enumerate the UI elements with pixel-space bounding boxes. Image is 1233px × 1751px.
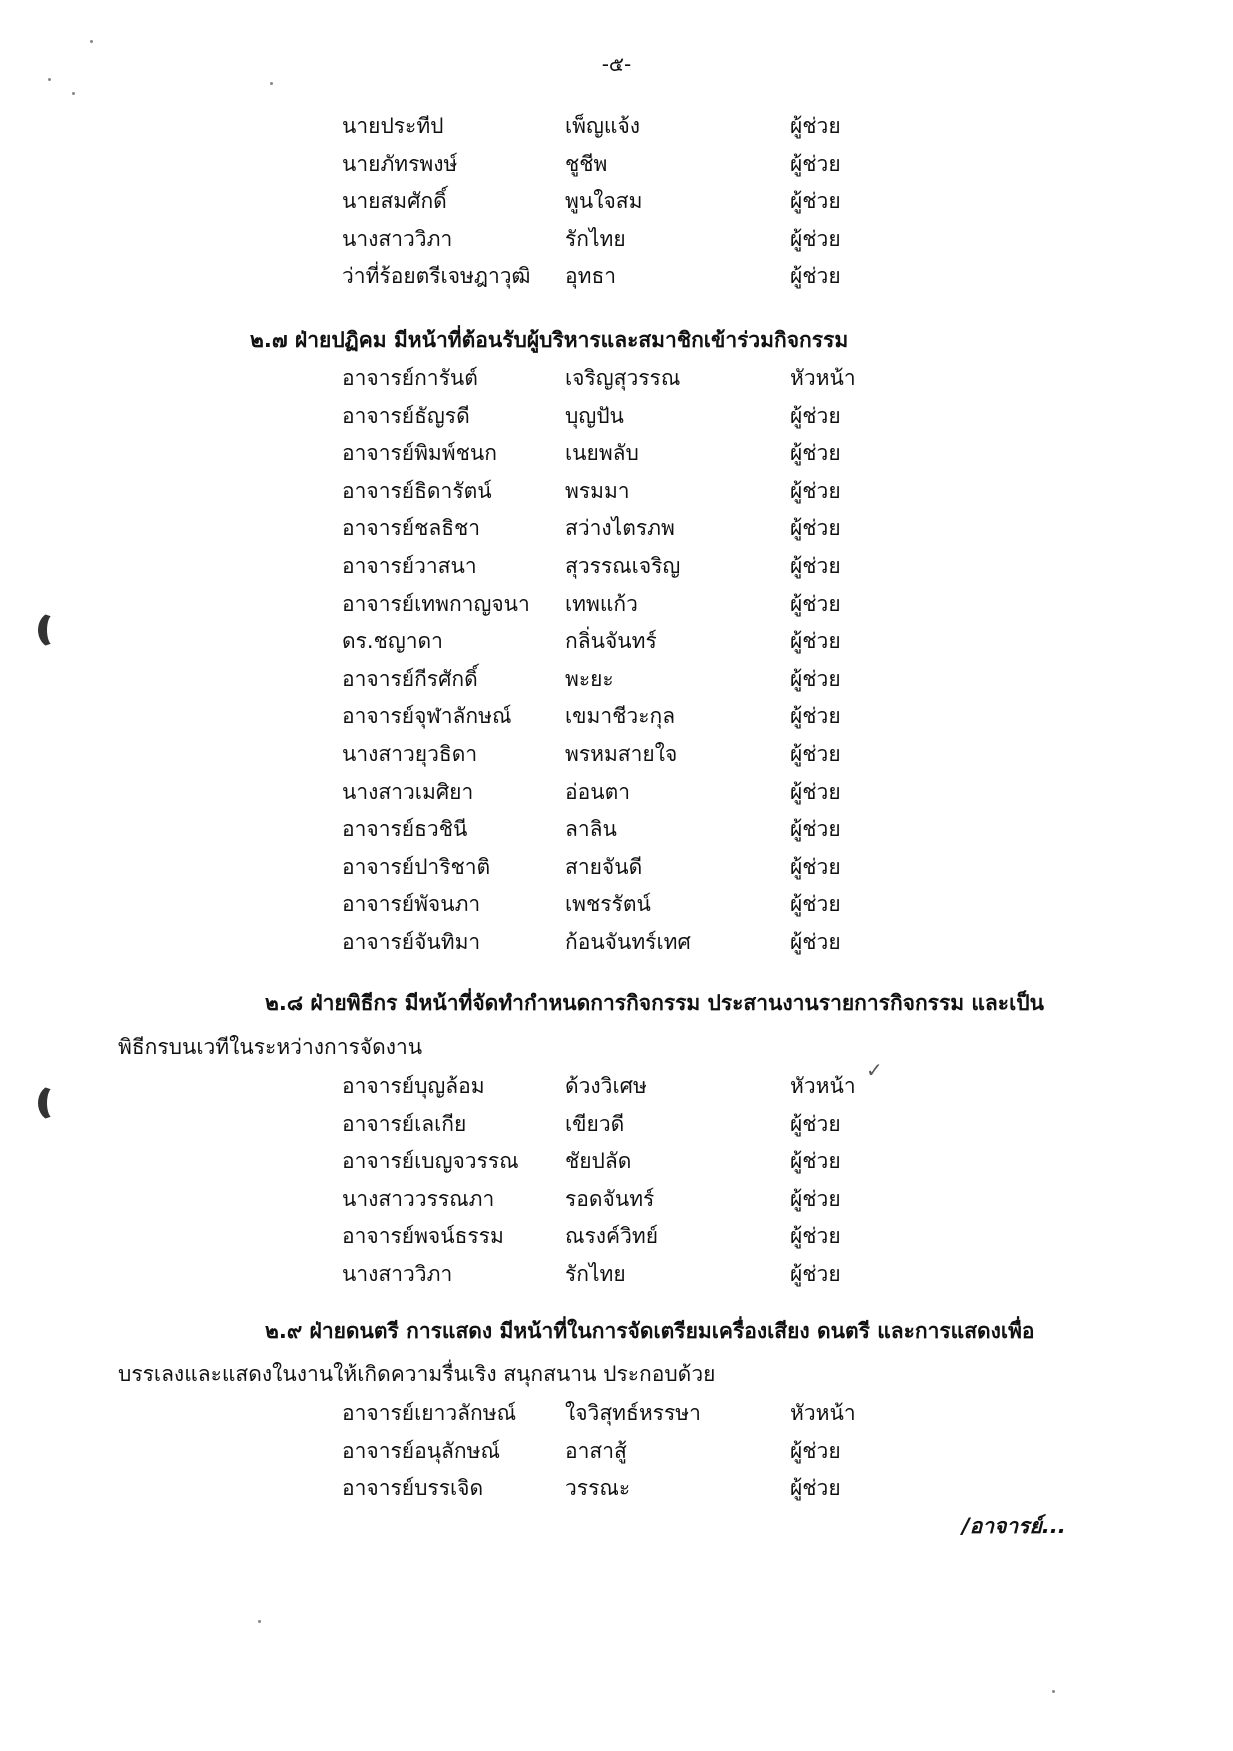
member-surname: รอดจันทร์ xyxy=(565,1186,655,1211)
member-role: ผู้ช่วย xyxy=(790,892,841,917)
member-surname: พรหมสายใจ xyxy=(565,742,678,766)
member-surname: ใจวิสุทธ์หรรษา xyxy=(565,1401,701,1425)
member-surname: อุทธา xyxy=(565,264,617,289)
member-role: ผู้ช่วย xyxy=(790,441,841,466)
member-surname: สุวรรณเจริญ xyxy=(565,554,681,578)
scan-speck xyxy=(48,78,51,81)
member-row xyxy=(0,1220,1233,1254)
member-row xyxy=(0,1397,1233,1431)
member-name: อาจารย์ปาริชาติ xyxy=(342,854,491,879)
member-surname: เนยพลับ xyxy=(565,441,639,466)
member-surname: พรมมา xyxy=(565,478,630,503)
member-surname: ณรงค์วิทย์ xyxy=(565,1224,659,1249)
handwritten-tick-mark: ✓ xyxy=(866,1058,883,1082)
member-role: หัวหน้า xyxy=(790,1074,856,1098)
member-surname: พะยะ xyxy=(565,666,614,691)
section-2-7-heading xyxy=(250,324,848,357)
member-role: ผู้ช่วย xyxy=(790,189,841,214)
member-role: ผู้ช่วย xyxy=(790,151,841,176)
scan-speck xyxy=(270,82,273,85)
member-name: อาจารย์ชลธิชา xyxy=(342,516,481,541)
member-row xyxy=(0,1145,1233,1179)
punch-hole-mark xyxy=(38,612,68,648)
member-name: อาจารย์เบญจวรรณ xyxy=(342,1149,519,1174)
member-row xyxy=(0,851,1233,885)
member-role: ผู้ช่วย xyxy=(790,1262,841,1286)
member-role: ผู้ช่วย xyxy=(790,226,841,251)
section-2-9-duty: มีหน้าที่ในการจัดเตรียมเครื่องเสียง ดนตรี และการแสดงเพื่อ xyxy=(492,1319,1035,1343)
member-name: อาจารย์ธวชินี xyxy=(342,817,468,842)
member-name: อาจารย์บุญล้อม xyxy=(342,1074,485,1098)
member-name: นายประทีป xyxy=(342,114,444,138)
member-row xyxy=(0,1183,1233,1217)
member-surname: สว่างไตรภพ xyxy=(565,516,675,541)
member-role: ผู้ช่วย xyxy=(790,591,841,616)
member-role: ผู้ช่วย xyxy=(790,1186,841,1211)
section-2-9-title: ๒.๙ ฝ่ายดนตรี การแสดง xyxy=(265,1319,493,1343)
scan-speck xyxy=(90,40,93,43)
member-surname: เขมาชีวะกุล xyxy=(565,704,676,729)
member-role: ผู้ช่วย xyxy=(790,1224,841,1249)
member-surname: ชูชีพ xyxy=(565,151,608,176)
member-surname: ชัยปลัด xyxy=(565,1149,632,1174)
member-role: ผู้ช่วย xyxy=(790,629,841,654)
member-row xyxy=(0,550,1233,584)
member-surname: ลาลิน xyxy=(565,817,617,842)
member-row xyxy=(0,588,1233,622)
member-surname: รักไทย xyxy=(565,1262,626,1286)
member-row xyxy=(0,260,1233,294)
member-role: ผู้ช่วย xyxy=(790,114,841,138)
member-row xyxy=(0,148,1233,182)
member-row xyxy=(0,1435,1233,1469)
member-name: ดร.ชญาดา xyxy=(342,629,443,654)
member-name: อาจารย์อนุลักษณ์ xyxy=(342,1438,500,1463)
member-role: ผู้ช่วย xyxy=(790,1438,841,1463)
section-2-8-heading-cont: พิธีกรบนเวทีในระหว่างการจัดงาน xyxy=(118,1035,423,1059)
section-2-8-heading xyxy=(265,987,1044,1020)
section-2-9-heading-cont: บรรเลงและแสดงในงานให้เกิดความรื่นเริง สนุกสนาน ประกอบด้วย xyxy=(118,1362,716,1386)
member-name: อาจารย์ธิดารัตน์ xyxy=(342,478,492,503)
member-surname: รักไทย xyxy=(565,226,626,251)
member-name: อาจารย์การันต์ xyxy=(342,366,478,390)
member-name: อาจารย์พจน์ธรรม xyxy=(342,1224,504,1249)
member-role: ผู้ช่วย xyxy=(790,1476,841,1501)
member-row xyxy=(0,1258,1233,1292)
member-name: อาจารย์เทพกาญจนา xyxy=(342,591,530,616)
member-name: อาจารย์วาสนา xyxy=(342,554,477,578)
member-surname: บุญปัน xyxy=(565,403,624,428)
member-surname: สายจันดี xyxy=(565,854,643,879)
member-row xyxy=(0,362,1233,396)
member-row xyxy=(0,1108,1233,1142)
member-name: นางสาวเมศิยา xyxy=(342,779,474,804)
member-row xyxy=(0,926,1233,960)
member-role: ผู้ช่วย xyxy=(790,817,841,842)
member-role: หัวหน้า xyxy=(790,1401,856,1425)
page-number: -๕- xyxy=(601,52,632,76)
member-row xyxy=(0,1472,1233,1506)
section-2-7-title: ๒.๗ ฝ่ายปฏิคม xyxy=(250,328,387,352)
member-name: อาจารย์ธัญรดี xyxy=(342,403,470,428)
member-name: อาจารย์พัจนภา xyxy=(342,892,481,917)
member-surname: อ่อนตา xyxy=(565,779,631,804)
member-name: อาจารย์จุฬาลักษณ์ xyxy=(342,704,512,729)
member-surname: ด้วงวิเศษ xyxy=(565,1074,647,1098)
member-row xyxy=(0,663,1233,697)
member-name: นางสาววิภา xyxy=(342,1262,453,1286)
member-name: อาจารย์เยาวลักษณ์ xyxy=(342,1401,517,1425)
member-row xyxy=(0,400,1233,434)
member-row xyxy=(0,437,1233,471)
member-row xyxy=(0,700,1233,734)
member-surname: วรรณะ xyxy=(565,1476,631,1501)
member-role: ผู้ช่วย xyxy=(790,704,841,729)
member-name: อาจารย์พิมพ์ชนก xyxy=(342,441,497,466)
member-surname: เทพแก้ว xyxy=(565,591,638,616)
member-role: ผู้ช่วย xyxy=(790,1149,841,1174)
member-name: อาจารย์กีรศักดิ์ xyxy=(342,666,478,691)
member-surname: เพชรรัตน์ xyxy=(565,892,651,917)
member-surname: เพ็ญแจ้ง xyxy=(565,114,641,138)
member-role: ผู้ช่วย xyxy=(790,403,841,428)
member-role: ผู้ช่วย xyxy=(790,264,841,289)
member-row xyxy=(0,813,1233,847)
member-role: ผู้ช่วย xyxy=(790,779,841,804)
member-name: ว่าที่ร้อยตรีเจษฎาวุฒิ xyxy=(342,264,531,289)
member-row xyxy=(0,223,1233,257)
scan-speck xyxy=(1052,1690,1055,1693)
member-surname: เขียวดี xyxy=(565,1111,625,1136)
section-2-8-duty: มีหน้าที่จัดทำกำหนดการกิจกรรม ประสานงานรายการกิจกรรม และเป็น xyxy=(397,991,1044,1015)
member-row xyxy=(0,110,1233,144)
section-2-9-heading xyxy=(265,1315,1035,1348)
member-name: อาจารย์จันทิมา xyxy=(342,930,481,954)
member-name: นายภัทรพงษ์ xyxy=(342,151,458,176)
punch-hole-mark xyxy=(38,1085,68,1121)
member-row xyxy=(0,1070,1233,1104)
member-surname: เจริญสุวรรณ xyxy=(565,366,681,390)
continuation-footer: /อาจารย์... xyxy=(962,1514,1066,1538)
member-row xyxy=(0,625,1233,659)
member-surname: อาสาสู้ xyxy=(565,1438,627,1463)
member-name: อาจารย์เลเกีย xyxy=(342,1111,467,1136)
member-row xyxy=(0,776,1233,810)
member-row xyxy=(0,738,1233,772)
member-role: ผู้ช่วย xyxy=(790,516,841,541)
member-row xyxy=(0,185,1233,219)
member-surname: พูนใจสม xyxy=(565,189,643,214)
member-name: นางสาววรรณภา xyxy=(342,1186,495,1211)
member-role: ผู้ช่วย xyxy=(790,930,841,954)
member-role: หัวหน้า xyxy=(790,366,856,390)
member-name: นางสาววิภา xyxy=(342,226,453,251)
member-name: อาจารย์บรรเจิด xyxy=(342,1476,484,1501)
member-name: นายสมศักดิ์ xyxy=(342,189,447,214)
member-row xyxy=(0,512,1233,546)
member-role: ผู้ช่วย xyxy=(790,478,841,503)
scan-speck xyxy=(72,92,75,95)
member-surname: กลิ่นจันทร์ xyxy=(565,629,657,654)
member-role: ผู้ช่วย xyxy=(790,1111,841,1136)
member-row xyxy=(0,888,1233,922)
section-2-7-duty: มีหน้าที่ต้อนรับผู้บริหารและสมาชิกเข้าร่วมกิจกรรม xyxy=(386,328,849,352)
member-role: ผู้ช่วย xyxy=(790,666,841,691)
member-name: นางสาวยุวธิดา xyxy=(342,742,478,766)
scan-speck xyxy=(258,1620,261,1623)
member-row xyxy=(0,475,1233,509)
member-surname: ก้อนจันทร์เทศ xyxy=(565,930,691,954)
member-role: ผู้ช่วย xyxy=(790,742,841,766)
member-role: ผู้ช่วย xyxy=(790,854,841,879)
member-role: ผู้ช่วย xyxy=(790,554,841,578)
section-2-8-title: ๒.๘ ฝ่ายพิธีกร xyxy=(265,991,398,1015)
